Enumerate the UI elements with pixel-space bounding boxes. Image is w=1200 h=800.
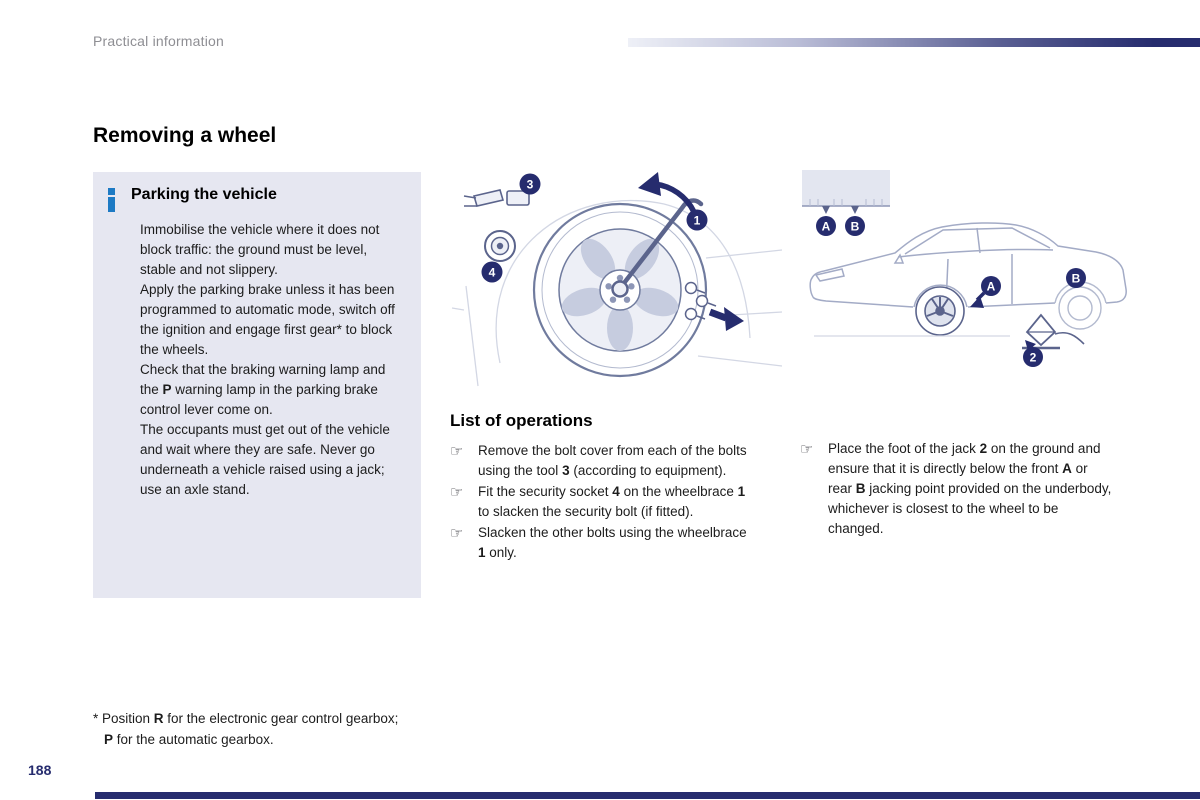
marker-2	[1023, 347, 1043, 367]
operation-item	[450, 441, 782, 481]
marker-inset-a	[816, 216, 836, 236]
point-a-arrow	[970, 293, 984, 308]
section-header: Practical information	[93, 33, 225, 49]
operation-item	[800, 439, 1132, 539]
panel-heading: Parking the vehicle	[131, 186, 277, 203]
bolt-cover-tool	[464, 190, 529, 206]
operation-item	[450, 523, 782, 563]
info-icon	[108, 188, 115, 212]
front-wheel	[914, 285, 967, 335]
parking-panel	[93, 172, 421, 598]
pointer-icon: ☞	[450, 524, 464, 542]
operation-text: Remove the bolt cover from each of the bolts using the tool 3 (according to equipment).	[478, 443, 747, 478]
svg-text:B: B	[1071, 271, 1081, 286]
page-title: Removing a wheel	[93, 124, 277, 147]
operation-item	[450, 482, 782, 522]
panel-paragraph: Immobilise the vehicle where it does not block traffic: the ground must be level, stable and not slippery.	[140, 222, 380, 277]
svg-text:3: 3	[526, 177, 534, 192]
panel-body	[93, 216, 421, 500]
sill-inset	[802, 170, 890, 214]
operation-text: Slacken the other bolts using the wheelbrace 1 only.	[478, 525, 747, 560]
marker-4	[482, 262, 503, 283]
panel-paragraph: Apply the parking brake unless it has been programmed to automatic mode, switch off the ignition and engage first gear* to block the wheels.	[140, 282, 395, 357]
car-jacking-illustration	[800, 168, 1132, 368]
pointer-icon: ☞	[800, 440, 814, 458]
rear-wheel	[1055, 282, 1106, 329]
middle-column	[450, 168, 782, 564]
right-column	[800, 168, 1132, 540]
svg-text:B: B	[850, 219, 860, 234]
jack-instruction	[800, 439, 1132, 539]
remove-arrow	[710, 307, 744, 331]
marker-1	[687, 210, 708, 231]
svg-text:A: A	[986, 279, 996, 294]
pointer-icon: ☞	[450, 442, 464, 460]
svg-text:4: 4	[488, 265, 496, 280]
marker-inset-b	[845, 216, 865, 236]
operation-text: Place the foot of the jack 2 on the ground and ensure that it is directly below the front A or rear B jacking point provided on the underbody, whichever is closest to the wheel to be changed.	[828, 441, 1112, 536]
operations-list	[450, 441, 782, 563]
svg-text:2: 2	[1029, 350, 1037, 365]
footer-bar	[95, 792, 1200, 799]
info-icon-bar	[108, 197, 115, 212]
marker-3	[520, 174, 541, 195]
panel-paragraph: The occupants must get out of the vehicle and wait where they are safe. Never go underneath a vehicle raised using a jack; use an axle stand.	[140, 422, 390, 497]
header-gradient-bar	[628, 38, 1200, 47]
panel-paragraph: Check that the braking warning lamp and the P warning lamp in the parking brake control lever come on.	[140, 362, 386, 417]
panel-head	[93, 172, 421, 216]
page-number: 188	[28, 762, 52, 778]
marker-a	[981, 276, 1001, 296]
footnote: * Position R for the electronic gear control gearbox; P for the automatic gearbox.	[93, 711, 399, 747]
info-icon-dot	[108, 188, 115, 195]
svg-text:1: 1	[693, 213, 701, 228]
svg-text:A: A	[821, 219, 831, 234]
pointer-icon: ☞	[450, 483, 464, 501]
wheel-tools-illustration	[450, 168, 782, 400]
operations-heading: List of operations	[450, 411, 593, 430]
marker-b	[1066, 268, 1086, 288]
security-socket	[485, 231, 515, 261]
operation-text: Fit the security socket 4 on the wheelbrace 1 to slacken the security bolt (if fitted).	[478, 484, 746, 519]
